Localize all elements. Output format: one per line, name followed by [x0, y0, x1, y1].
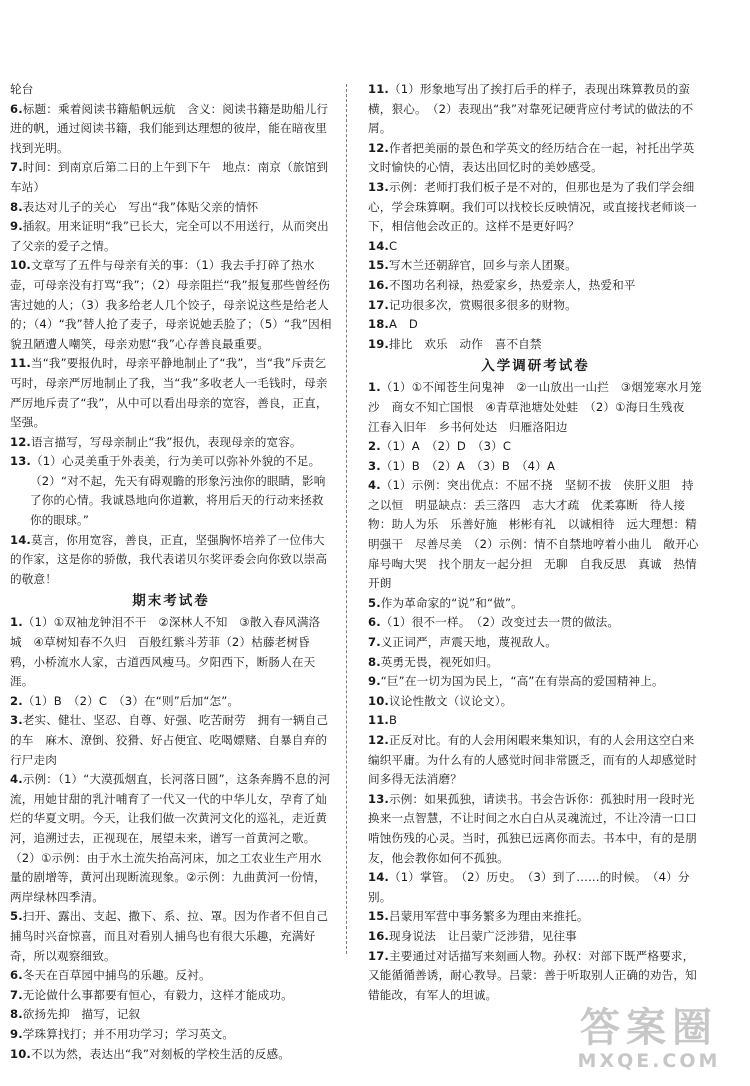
- answer-number: 15.: [368, 909, 389, 924]
- answer-item: [368, 335, 703, 355]
- answer-item: [10, 770, 332, 907]
- answer-number: 1.: [10, 615, 23, 630]
- answer-number: 9.: [10, 219, 23, 234]
- answer-number: 2.: [10, 693, 23, 708]
- watermark-logo: [558, 1006, 740, 1078]
- answer-item: [10, 158, 332, 197]
- answer-item: [368, 927, 703, 947]
- answer-text: 现身说法 让吕蒙广泛涉猎，见往事: [389, 928, 577, 943]
- answer-number: 9.: [368, 674, 381, 689]
- answer-text: 标题：乘着阅读书籍船帆远航 含义：阅读书籍是助船儿行进的帆，通过阅读书籍，我们能到达理想的彼岸，能在暗夜里找到光明。: [10, 101, 329, 155]
- answer-text: 正反对比。有的人会用闲暇来集知识，有的人会用这空白来编织平庸。为什么有的人感觉时间非常匮乏，而有的人却感觉时间多得无法消磨？: [368, 733, 697, 787]
- answer-number: 8.: [368, 654, 381, 669]
- answer-item: [10, 711, 332, 770]
- answer-item: [368, 907, 703, 927]
- answer-item: [368, 947, 703, 1006]
- answer-text: （1）很不一样。 （2）改变过去一贯的做法。: [380, 615, 620, 630]
- answer-text: 排比 欢乐 动作 喜不自禁: [389, 336, 542, 351]
- answer-text: 吕蒙用军营中事务繁多为理由来推托。: [389, 909, 589, 924]
- answer-text: C: [389, 238, 398, 253]
- answer-text: 插叙。用来证明“我”已长大，完全可以不用送行，从而突出了父亲的爱子之情。: [10, 219, 329, 253]
- answer-number: 4.: [368, 478, 381, 493]
- right-answers-b: [368, 378, 709, 1005]
- answer-item: [10, 966, 332, 986]
- answer-item: [368, 672, 703, 692]
- answer-item: [368, 378, 703, 437]
- answer-text: 欲扬先抑 描写，记叙: [22, 1007, 141, 1022]
- answer-text: 示例：如果孤独，请读书。书会告诉你：孤独时用一段时光换来一点智慧，不让时间之水白白从灵魂流过，不让冷清一口口啃蚀伤残的心灵。当时，孤独已远离你而去。书本中，有的是朋友，他会教你如何不孤独。: [368, 791, 697, 865]
- answer-text: 记功很多次，赏赐很多很多的财物。: [389, 297, 577, 312]
- answer-text: （1）A （2）D （3）C: [380, 439, 512, 454]
- answer-item: [10, 907, 332, 966]
- right-answers-a: [368, 80, 703, 354]
- answer-text: 作为革命家的“说”和“做”。: [380, 595, 523, 610]
- answer-item: [10, 531, 332, 590]
- column-divider: [346, 84, 347, 954]
- answer-number: 7.: [10, 160, 23, 175]
- answer-item: [368, 613, 703, 633]
- answer-number: 14.: [368, 238, 389, 253]
- answer-item: [10, 452, 332, 472]
- answer-item: [10, 1005, 332, 1025]
- answer-item: [368, 178, 703, 237]
- answer-text: B: [389, 713, 398, 728]
- answer-number: 12.: [368, 140, 389, 155]
- answer-number: 8.: [10, 199, 23, 214]
- answer-number: 7.: [368, 635, 381, 650]
- answer-item: [368, 594, 703, 614]
- answer-text: 无论做什么事都要有恒心，有毅力，这样才能成功。: [22, 987, 293, 1002]
- answer-text: 时间：到南京后第二日的上午到下午 地点：南京（旅馆到车站）: [10, 160, 329, 194]
- watermark-url: MXQE.COM: [577, 1050, 721, 1072]
- answer-item: [10, 472, 332, 531]
- answer-text: 语言描写，写母亲制止“我”报仇，表现母亲的宽容。: [31, 434, 302, 449]
- answer-number: 15.: [368, 258, 389, 273]
- answer-item: [368, 237, 703, 257]
- answer-item: [368, 653, 703, 673]
- answer-text: 写木兰还朝辞官，回乡与亲人团聚。: [389, 258, 577, 273]
- answer-text: 表达对儿子的关心 写出“我”体贴父亲的情怀: [22, 199, 259, 214]
- answer-item: [368, 868, 703, 907]
- answer-number: 6.: [10, 101, 23, 116]
- answer-text: 莫言，你用宽容，善良，正直，坚强胸怀培养了一位伟大的作家，这是你的骄傲，我代表诺贝尔奖评委会向你致以崇高的敬意！: [10, 532, 328, 586]
- answer-number: 3.: [10, 713, 23, 728]
- answer-text: （1）①不闻苍生问鬼神 ②一山放出一山拦 ③烟笼寒水月笼沙 商女不知亡国恨 ④青草池塘处处蛙 （2）①海日生残夜 江春入旧年 乡书何处达 归雁洛阳边: [368, 380, 702, 434]
- answer-text: 议论性散文（议论文）。: [389, 693, 513, 708]
- answer-number: 6.: [368, 615, 381, 630]
- pre-line: 轮台: [10, 82, 34, 96]
- answer-number: 9.: [10, 1026, 23, 1041]
- answer-number: 10.: [10, 258, 31, 273]
- answer-item: [10, 198, 332, 218]
- answer-item: [10, 354, 332, 432]
- answer-number: 13.: [368, 791, 389, 806]
- answer-number: 10.: [10, 1046, 31, 1061]
- answer-text: 扫开、露出、支起、撒下、系、拉、罩。因为作者不但自己捕鸟时兴奋惊喜，而且对看别人捕鸟也有很大乐趣，充满好奇，所以观察细致。: [10, 909, 329, 963]
- answer-item: [368, 256, 703, 276]
- answer-item: [368, 457, 703, 477]
- left-column: [10, 80, 332, 1064]
- answer-item: [10, 217, 332, 256]
- answer-number: 14.: [368, 870, 389, 885]
- answer-number: 11.: [10, 356, 31, 371]
- answer-item: [368, 692, 703, 712]
- answer-text: “巨”在一切为国为民上，“高”在有崇高的爱国精神上。: [380, 674, 664, 689]
- answer-text: 学珠算找打；并不用功学习；学习英文。: [22, 1026, 235, 1041]
- left-answers-a: [10, 100, 332, 590]
- answer-text: （1）①双袖龙钟泪不干 ②深林人不知 ③散入春风满洛城 ④草树知春不久归 百般红紫斗芳菲（2）枯藤老树昏鸦，小桥流水人家，古道西风瘦马。夕阳西下，断肠人在天涯。: [10, 615, 321, 689]
- answer-item: [368, 315, 703, 335]
- answer-number: 4.: [10, 772, 23, 787]
- answer-text: （2）“对不起，先天有碍观瞻的形象污浊你的眼睛，影响了你的心情。我诚恳地向你道歉，将用后天的行动来拯救你的眼球。”: [30, 473, 326, 528]
- answer-number: 2.: [368, 439, 381, 454]
- answer-number: 1.: [368, 380, 381, 395]
- answer-item: [368, 80, 703, 139]
- answer-text: 义正词严，声震天地，蔑视敌人。: [380, 635, 557, 650]
- answer-number: 13.: [368, 179, 389, 194]
- answer-number: 10.: [368, 693, 389, 708]
- left-answers-b: [10, 613, 332, 1064]
- answer-item: [10, 256, 332, 354]
- answer-number: 11.: [368, 82, 389, 96]
- answer-text: （1）B （2）C （3）在“则”后加“怎”。: [22, 693, 240, 708]
- answer-text: 冬天在百草园中捕鸟的乐趣。反衬。: [22, 968, 211, 983]
- answer-text: （1）掌管。 （2）历史。 （3）到了……的时候。 （4）分别。: [368, 870, 690, 904]
- answer-text: （1）示例：突出优点：不屈不挠 坚韧不拔 侠肝义胆 持之以恒 明显缺点：丢三落四 志大才疏 优柔寡断 待人接物：助人为乐 乐善好施 彬彬有礼 以诚相待 远大理想：精明强干 尽善尽美 （2）示例：情不自禁地哼着小曲儿 敞开心扉号啕大哭 找个朋友一起分担 无聊 自我反思 真诚 热情 开朗: [368, 478, 709, 591]
- answer-number: 19.: [368, 336, 389, 351]
- section-title-final-exam: 期末考试卷: [132, 593, 210, 610]
- answer-text: 文章写了五件与母亲有关的事：（1）我去手打碎了热水壶，可母亲没有打骂“我”；（2）母亲阻拦“我”报复那些曾经伤害过她的人；（3）我多给老人几个饺子，母亲说这些是给老人的；（4）“我”替人抢了麦子，母亲说她丢脸了；（5）“我”因相貌丑陋遭人嘲笑，母亲劝慰“我”心存善良最重要。: [10, 258, 332, 351]
- answer-number: 17.: [368, 297, 389, 312]
- answer-number: 11.: [368, 713, 389, 728]
- answer-number: 5.: [10, 909, 23, 924]
- answer-text: （1）心灵美重于外表美，行为美可以弥补外貌的不足。: [31, 454, 321, 469]
- answer-text: A D: [389, 317, 418, 332]
- answer-number: 16.: [368, 928, 389, 943]
- answer-text: 示例：（1）“大漠孤烟直，长河落日圆”，这条奔腾不息的河流，用她甘甜的乳汁哺育了一代又一代的中华儿女，孕育了灿烂的华夏文明。今天，让我们做一次黄河文化的巡礼，走近黄河，追溯过去，正视现在，展望未来，谱写一首黄河之歌。 （2）①示例：由于水土流失抬高河床，加之工农业生产用水量的剧增等，黄河出现断流现象。②示例：九曲黄河一份情，两岸绿林四季清。: [10, 772, 331, 904]
- answer-number: 13.: [10, 454, 31, 469]
- answer-text: 示例：老师打我们板子是不对的，但那也是为了我们学会细心，学会珠算啊。我们可以找校长反映情况，或直接找老师谈一下，相信他会改正的。这样不是更好吗？: [368, 179, 697, 234]
- answer-item: [368, 437, 703, 457]
- answer-text: 主要通过对话描写来刻画人物。孙权：对部下既严格要求，又能循循善诱，耐心教导。吕蒙：善于听取别人正确的劝告，知错能改，有军人的坦诚。: [368, 948, 697, 1002]
- answer-item: [10, 692, 332, 712]
- answer-item: [368, 711, 703, 731]
- answer-number: 6.: [10, 968, 23, 983]
- right-column: [368, 80, 709, 1005]
- answer-text: 不以为然，表达出“我”对刻板的学校生活的反感。: [31, 1046, 290, 1061]
- answer-item: [10, 986, 332, 1006]
- answer-item: [368, 139, 703, 178]
- answer-number: 7.: [10, 987, 23, 1002]
- answer-text: 不图功名利禄，热爱家乡，热爱亲人，热爱和平: [389, 277, 636, 292]
- answer-item: [368, 790, 703, 868]
- answer-text: 英勇无畏，视死如归。: [380, 654, 499, 669]
- answer-text: 作者把美丽的景色和学英文的经历结合在一起，衬托出学英文时愉快的心情，表达出回忆时的美妙感受。: [368, 140, 695, 175]
- answer-text: 老实、健壮、坚忍、自尊、好强、吃苦耐劳 拥有一辆自己的车 麻木、潦倒、狡猾、好占便宜、吃喝嫖赌、自暴自弃的行尸走肉: [10, 713, 329, 767]
- answer-item: [10, 433, 332, 453]
- answer-number: 18.: [368, 317, 389, 332]
- answer-item: [368, 296, 703, 316]
- answer-number: 12.: [10, 434, 31, 449]
- section-title-entrance-exam: 入学调研考试卷: [481, 358, 590, 375]
- answer-number: 8.: [10, 1007, 23, 1022]
- answer-item: [368, 476, 709, 594]
- watermark-text: 答案圈: [580, 1005, 718, 1051]
- answer-item: [10, 100, 332, 159]
- answer-item: [10, 1045, 332, 1065]
- answer-number: 14.: [10, 532, 31, 547]
- answer-number: 12.: [368, 733, 389, 747]
- answer-item: [10, 1025, 332, 1045]
- answer-text: （1）形象地写出了挨打后手的样子，表现出珠算教员的蛮横，狠心。 （2）表现出“我”对靠死记硬背应付考试的做法的不屑。: [368, 82, 694, 136]
- answer-number: 3.: [368, 458, 381, 473]
- answer-text: （1）B （2）A （3）B （4）A: [380, 458, 556, 473]
- answer-item: [368, 633, 703, 653]
- answer-text: 当“我”要报仇时，母亲平静地制止了“我”，当“我”斥责乞丐时，母亲严厉地制止了我，当“我”多收老人一毛钱时，母亲严厉地斥责了“我”，从中可以看出母亲的宽容，善良，正直，坚强。: [10, 356, 328, 430]
- answer-number: 16.: [368, 277, 389, 292]
- answer-item: [368, 276, 703, 296]
- answer-item: [368, 731, 703, 790]
- answer-number: 17.: [368, 948, 389, 963]
- answer-item: [10, 613, 332, 691]
- answer-number: 5.: [368, 595, 381, 610]
